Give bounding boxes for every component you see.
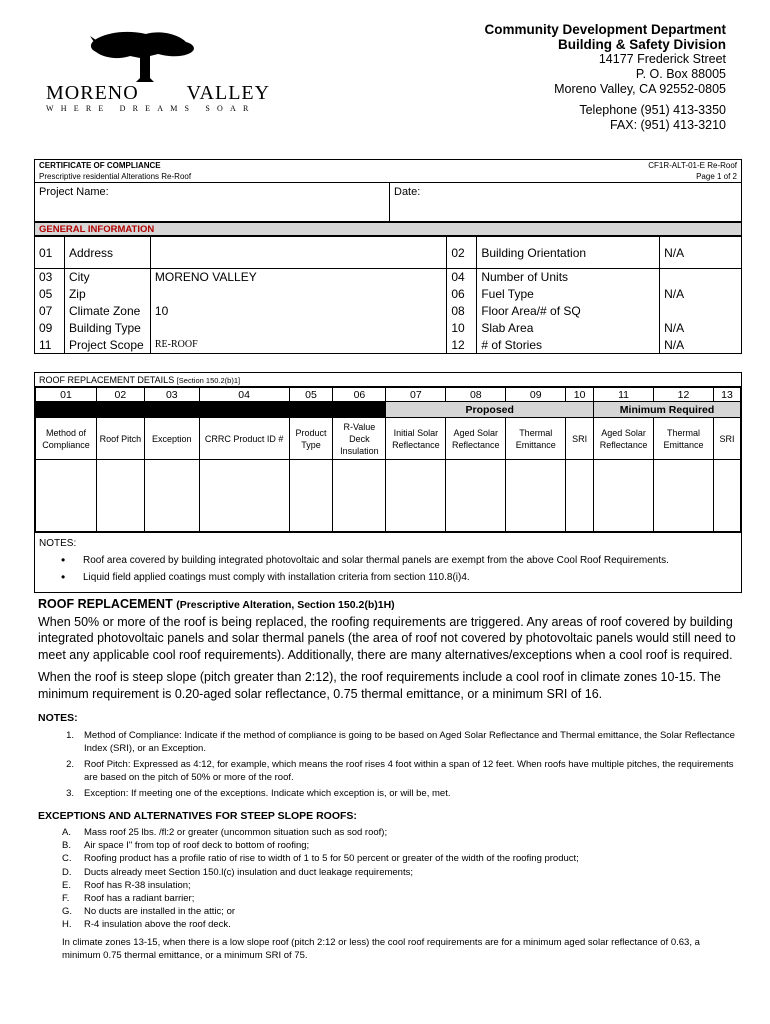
column-number: 01 bbox=[36, 388, 97, 402]
field-value[interactable] bbox=[150, 237, 446, 269]
moreno-valley-logo bbox=[38, 30, 271, 125]
notes-heading: NOTES: bbox=[38, 712, 78, 724]
exception-letter: A. bbox=[62, 827, 71, 838]
division-name: Building & Safety Division bbox=[557, 37, 726, 52]
certificate-subtitle: Prescriptive residential Alterations Re-Roof bbox=[39, 172, 192, 181]
general-info-title: GENERAL INFORMATION bbox=[34, 222, 742, 236]
note-text: Exception: If meeting one of the exceptions. Indicate which exception is, or will be, met. bbox=[84, 787, 451, 799]
data-cell[interactable] bbox=[333, 460, 386, 532]
field-label: Building Type bbox=[64, 320, 150, 337]
field-label: Fuel Type bbox=[477, 286, 660, 303]
column-number: 03 bbox=[144, 388, 199, 402]
column-header: SRI bbox=[713, 418, 740, 460]
proposed-header: Proposed bbox=[386, 402, 594, 418]
fax: FAX: (951) 413-3210 bbox=[609, 118, 726, 132]
exception-item bbox=[38, 918, 738, 931]
note-item bbox=[38, 758, 738, 784]
exception-text: Roof has R-38 insulation; bbox=[84, 879, 191, 891]
paragraph: When 50% or more of the roof is being replaced, the roofing requirements are triggered. Any areas of roof covered by building integrated photovoltaic panels and solar thermal panels (the area of roof not covered by photovoltaic panels would still need to meet any applicable cool roof requirements). Additionally, there are many alternatives/exceptions when a cool roof is required. bbox=[38, 614, 736, 662]
exception-letter: C. bbox=[62, 853, 72, 865]
field-value[interactable]: MORENO VALLEY bbox=[150, 269, 446, 286]
field-number: 02 bbox=[447, 237, 477, 269]
data-cell[interactable] bbox=[199, 460, 289, 532]
notes-label: NOTES: bbox=[39, 538, 77, 549]
general-info-row bbox=[35, 286, 742, 303]
exception-text: R-4 insulation above the roof deck. bbox=[84, 919, 231, 931]
data-cell[interactable] bbox=[566, 460, 594, 532]
column-number: 06 bbox=[333, 388, 386, 402]
general-info-row bbox=[35, 269, 742, 286]
column-number: 05 bbox=[289, 388, 333, 402]
field-number: 09 bbox=[35, 320, 65, 337]
column-number: 10 bbox=[566, 388, 594, 402]
general-info-row bbox=[35, 303, 742, 320]
field-number: 03 bbox=[35, 269, 65, 286]
field-label: City bbox=[64, 269, 150, 286]
exception-letter: H. bbox=[62, 919, 72, 931]
roof-details-title: ROOF REPLACEMENT DETAILS [Section 150.2(b)1] bbox=[35, 373, 741, 387]
note-number: 2. bbox=[66, 758, 74, 770]
field-number: 11 bbox=[35, 337, 65, 354]
page-header bbox=[0, 0, 770, 160]
data-cell[interactable] bbox=[654, 460, 714, 532]
exception-item bbox=[38, 852, 738, 865]
field-value[interactable] bbox=[150, 286, 446, 303]
po-box: P. O. Box 88005 bbox=[635, 67, 726, 81]
roof-details-notes bbox=[35, 532, 741, 592]
data-cell[interactable] bbox=[446, 460, 506, 532]
field-number: 10 bbox=[447, 320, 477, 337]
field-value[interactable]: N/A bbox=[660, 320, 742, 337]
paragraph: When the roof is steep slope (pitch greater than 2:12), the roof requirements include a cool roof in climate zones 10-15. The minimum requirement is 0.20-aged solar reflectance, 0.75 thermal emittance, or a minimum SRI of 16. bbox=[38, 670, 721, 701]
exception-text: Roofing product has a profile ratio of rise to width of 1 to 5 for 50 percent or greater of the width of the roofing product; bbox=[84, 853, 579, 865]
general-info-row bbox=[35, 337, 742, 354]
column-number: 11 bbox=[594, 388, 654, 402]
field-label: # of Stories bbox=[477, 337, 660, 354]
field-value[interactable]: N/A bbox=[660, 337, 742, 354]
column-header: Thermal Emittance bbox=[654, 418, 714, 460]
column-header: Aged Solar Reflectance bbox=[594, 418, 654, 460]
field-value[interactable] bbox=[660, 303, 742, 320]
data-cell[interactable] bbox=[386, 460, 446, 532]
column-number: 02 bbox=[96, 388, 144, 402]
column-header: Method of Compliance bbox=[36, 418, 97, 460]
column-header: Thermal Emittance bbox=[506, 418, 566, 460]
field-label: Building Orientation bbox=[477, 237, 660, 269]
project-name-label: Project Name: bbox=[39, 186, 109, 198]
general-info-row bbox=[35, 237, 742, 269]
field-number: 07 bbox=[35, 303, 65, 320]
field-number: 01 bbox=[35, 237, 65, 269]
data-cell[interactable] bbox=[96, 460, 144, 532]
logo-tagline: WHERE DREAMS SOAR bbox=[46, 104, 256, 113]
column-number: 12 bbox=[654, 388, 714, 402]
field-label: Number of Units bbox=[477, 269, 660, 286]
exception-letter: B. bbox=[62, 840, 71, 852]
exception-item bbox=[38, 905, 738, 918]
data-cell[interactable] bbox=[713, 460, 740, 532]
data-cell[interactable] bbox=[506, 460, 566, 532]
exception-text: Mass roof 25 lbs. /fl:2 or greater (uncommon situation such as sod roof); bbox=[84, 827, 388, 838]
column-header: Aged Solar Reflectance bbox=[446, 418, 506, 460]
note-item: • Roof area covered by building integrated photovoltaic and solar thermal panels are exempt from the above Cool Roof Requirements. bbox=[61, 552, 737, 569]
exception-item bbox=[38, 892, 738, 905]
certificate-block bbox=[34, 159, 742, 222]
data-cell[interactable] bbox=[594, 460, 654, 532]
field-number: 04 bbox=[447, 269, 477, 286]
field-value[interactable]: 10 bbox=[150, 303, 446, 320]
final-note: In climate zones 13-15, when there is a low slope roof (pitch 2:12 or less) the cool roof requirements are for a minimum aged solar reflectance of 0.63, a minimum 0.75 thermal emittance, or a minimum SRI of 75. bbox=[62, 936, 700, 961]
note-item bbox=[38, 729, 738, 755]
field-value[interactable]: RE-ROOF bbox=[150, 337, 446, 354]
street-address: 14177 Frederick Street bbox=[598, 52, 726, 66]
exception-text: Roof has a radiant barrier; bbox=[84, 893, 195, 905]
exceptions-list bbox=[38, 826, 738, 932]
exception-item bbox=[38, 839, 738, 852]
column-header: Exception bbox=[144, 418, 199, 460]
field-label: Address bbox=[64, 237, 150, 269]
note-text: Method of Compliance: Indicate if the method of compliance is going to be based on Aged Solar Reflectance and Thermal emittance, the Solar Reflectance Index (SRI), or an Exception. bbox=[84, 729, 735, 754]
department-address bbox=[484, 22, 726, 133]
note-text: Roof Pitch: Expressed as 4:12, for example, which means the roof rises 4 foot within a span of 12 feet. When roofs have multiple pitches, the requirements are based on the pitch of 50% or more of the roof. bbox=[84, 758, 734, 783]
exception-item bbox=[38, 826, 738, 839]
exceptions-heading: EXCEPTIONS AND ALTERNATIVES FOR STEEP SLOPE ROOFS: bbox=[38, 809, 357, 822]
note-item: • Liquid field applied coatings must comply with installation criteria from section 110.8(i)4. bbox=[61, 569, 737, 586]
field-value[interactable]: N/A bbox=[660, 237, 742, 269]
date-label: Date: bbox=[394, 186, 421, 198]
exception-text: Ducts already meet Section 150.l(c) insulation and duct leakage requirements; bbox=[84, 866, 413, 878]
notes-list bbox=[38, 729, 738, 800]
column-header: Initial Solar Reflectance bbox=[386, 418, 446, 460]
field-value[interactable] bbox=[660, 269, 742, 286]
column-number: 09 bbox=[506, 388, 566, 402]
page-number: Page 1 of 2 bbox=[696, 172, 737, 181]
field-value[interactable]: N/A bbox=[660, 286, 742, 303]
field-label: Climate Zone bbox=[64, 303, 150, 320]
column-header: R-Value Deck Insulation bbox=[333, 418, 386, 460]
note-number: 3. bbox=[66, 787, 74, 799]
exception-letter: F. bbox=[62, 893, 70, 905]
field-number: 12 bbox=[447, 337, 477, 354]
general-info-row bbox=[35, 320, 742, 337]
field-number: 05 bbox=[35, 286, 65, 303]
minimum-required-header: Minimum Required bbox=[594, 402, 741, 418]
column-header: CRRC Product ID # bbox=[199, 418, 289, 460]
exception-item bbox=[38, 879, 738, 892]
general-info-table bbox=[34, 236, 742, 354]
data-cell[interactable] bbox=[289, 460, 333, 532]
field-label: Slab Area bbox=[477, 320, 660, 337]
field-value[interactable] bbox=[150, 320, 446, 337]
column-number: 08 bbox=[446, 388, 506, 402]
form-id: CF1R-ALT-01-E Re-Roof bbox=[648, 161, 737, 170]
certificate-title: CERTIFICATE OF COMPLIANCE bbox=[39, 161, 161, 170]
data-cell[interactable] bbox=[144, 460, 199, 532]
roof-details-table bbox=[35, 387, 741, 532]
column-header: Roof Pitch bbox=[96, 418, 144, 460]
exception-letter: D. bbox=[62, 866, 72, 878]
note-number: 1. bbox=[66, 729, 74, 741]
tree-icon bbox=[38, 30, 238, 85]
exception-letter: G. bbox=[62, 906, 73, 918]
column-header: SRI bbox=[566, 418, 594, 460]
note-item bbox=[38, 787, 738, 800]
date-field[interactable] bbox=[390, 183, 741, 221]
field-label: Floor Area/# of SQ bbox=[477, 303, 660, 320]
column-number: 04 bbox=[199, 388, 289, 402]
black-bar bbox=[36, 402, 386, 418]
city-state-zip: Moreno Valley, CA 92552-0805 bbox=[554, 82, 726, 96]
exception-text: Air space I" from top of roof deck to bottom of roofing; bbox=[84, 840, 310, 852]
department-name: Community Development Department bbox=[484, 22, 726, 37]
column-header: Product Type bbox=[289, 418, 333, 460]
data-cell[interactable] bbox=[36, 460, 97, 532]
field-label: Project Scope bbox=[64, 337, 150, 354]
field-label: Zip bbox=[64, 286, 150, 303]
roof-replacement-heading: ROOF REPLACEMENT (Prescriptive Alteration, Section 150.2(b)1H) bbox=[38, 597, 395, 611]
column-number: 07 bbox=[386, 388, 446, 402]
logo-wordmark: MORENO VALLEY bbox=[46, 82, 271, 104]
exception-letter: E. bbox=[62, 879, 71, 891]
exception-text: No ducts are installed in the attic; or bbox=[84, 906, 236, 918]
roof-replacement-details bbox=[34, 372, 742, 593]
field-number: 08 bbox=[447, 303, 477, 320]
instructions bbox=[38, 596, 738, 962]
column-number: 13 bbox=[713, 388, 740, 402]
field-number: 06 bbox=[447, 286, 477, 303]
exception-item bbox=[38, 866, 738, 879]
project-name-field[interactable] bbox=[35, 183, 390, 221]
telephone: Telephone (951) 413-3350 bbox=[579, 103, 726, 117]
